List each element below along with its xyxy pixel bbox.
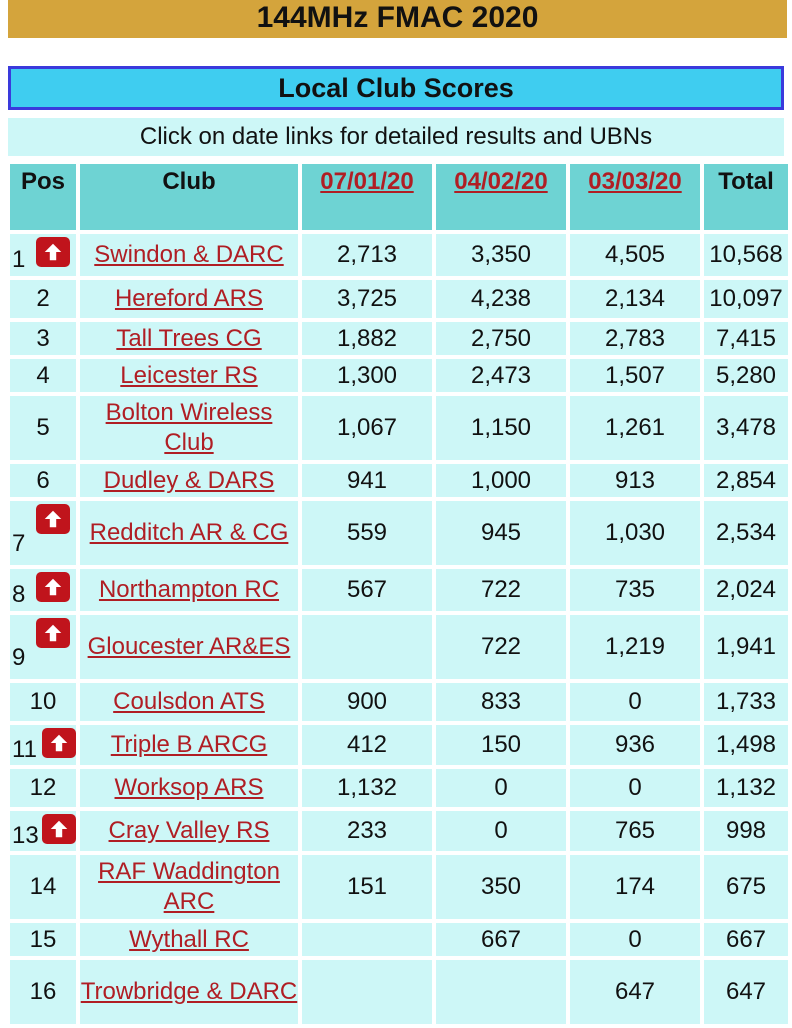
total-cell: 10,568 bbox=[704, 234, 788, 276]
pos-cell bbox=[10, 725, 76, 765]
pos-cell bbox=[10, 322, 76, 355]
position-number: 11 bbox=[12, 736, 37, 763]
table-header-row bbox=[10, 164, 788, 230]
score-cell-1: 567 bbox=[302, 569, 432, 611]
total-cell: 1,733 bbox=[704, 683, 788, 721]
score-cell-2: 3,350 bbox=[436, 234, 566, 276]
table-row bbox=[10, 960, 788, 1024]
position-number: 1 bbox=[12, 246, 26, 273]
pos-cell bbox=[10, 855, 76, 919]
arrow-up-icon bbox=[42, 728, 76, 758]
total-cell: 647 bbox=[704, 960, 788, 1024]
score-cell-2: 722 bbox=[436, 569, 566, 611]
table-row bbox=[10, 569, 788, 611]
club-cell bbox=[80, 280, 298, 318]
score-cell-2: 667 bbox=[436, 923, 566, 956]
score-cell-3: 735 bbox=[570, 569, 700, 611]
club-link[interactable]: Triple B ARCG bbox=[110, 731, 268, 758]
total-cell: 1,498 bbox=[704, 725, 788, 765]
date-link-1[interactable]: 07/01/20 bbox=[320, 168, 414, 195]
position-number: 5 bbox=[36, 414, 50, 441]
score-cell-1 bbox=[302, 923, 432, 956]
score-cell-3: 913 bbox=[570, 464, 700, 497]
score-cell-3: 0 bbox=[570, 769, 700, 807]
score-cell-1: 3,725 bbox=[302, 280, 432, 318]
score-cell-2: 0 bbox=[436, 769, 566, 807]
total-cell: 2,024 bbox=[704, 569, 788, 611]
score-cell-2: 2,750 bbox=[436, 322, 566, 355]
position-number: 8 bbox=[12, 581, 26, 608]
position-number: 6 bbox=[36, 466, 50, 494]
club-link[interactable]: Dudley & DARS bbox=[103, 466, 275, 494]
score-cell-3: 2,134 bbox=[570, 280, 700, 318]
section-header: Local Club Scores bbox=[8, 66, 784, 110]
pos-cell bbox=[10, 396, 76, 460]
page-title: 144MHz FMAC 2020 bbox=[8, 0, 787, 38]
score-cell-3: 0 bbox=[570, 683, 700, 721]
club-cell bbox=[80, 769, 298, 807]
score-cell-2: 722 bbox=[436, 615, 566, 679]
table-row bbox=[10, 855, 788, 919]
table-row bbox=[10, 464, 788, 497]
col-header-date-3 bbox=[570, 164, 700, 230]
table-row bbox=[10, 811, 788, 851]
score-cell-2: 1,150 bbox=[436, 396, 566, 460]
position-number: 12 bbox=[29, 774, 57, 801]
club-cell bbox=[80, 359, 298, 392]
date-link-3[interactable]: 03/03/20 bbox=[588, 168, 682, 195]
position-number: 3 bbox=[36, 324, 50, 352]
pos-cell bbox=[10, 234, 76, 276]
position-number: 9 bbox=[12, 644, 26, 671]
club-cell bbox=[80, 501, 298, 565]
table-row bbox=[10, 396, 788, 460]
score-cell-2 bbox=[436, 960, 566, 1024]
score-cell-1: 412 bbox=[302, 725, 432, 765]
score-cell-3: 174 bbox=[570, 855, 700, 919]
table-row bbox=[10, 683, 788, 721]
position-number: 10 bbox=[29, 688, 57, 715]
position-number: 7 bbox=[12, 530, 26, 557]
table-row bbox=[10, 923, 788, 956]
position-number: 4 bbox=[36, 361, 50, 389]
club-cell bbox=[80, 569, 298, 611]
total-cell: 1,132 bbox=[704, 769, 788, 807]
score-cell-3: 0 bbox=[570, 923, 700, 956]
club-link[interactable]: Wythall RC bbox=[129, 925, 249, 953]
club-cell bbox=[80, 923, 298, 956]
position-number: 14 bbox=[29, 873, 57, 900]
club-link[interactable]: Northampton RC bbox=[98, 576, 280, 603]
club-link[interactable]: Leicester RS bbox=[120, 361, 258, 389]
total-cell: 3,478 bbox=[704, 396, 788, 460]
position-number: 13 bbox=[12, 822, 39, 849]
score-cell-1: 1,132 bbox=[302, 769, 432, 807]
pos-cell bbox=[10, 615, 76, 679]
position-number: 15 bbox=[29, 925, 57, 953]
score-cell-3: 4,505 bbox=[570, 234, 700, 276]
pos-cell bbox=[10, 960, 76, 1024]
score-cell-1: 2,713 bbox=[302, 234, 432, 276]
total-cell: 7,415 bbox=[704, 322, 788, 355]
score-cell-1: 151 bbox=[302, 855, 432, 919]
pos-cell bbox=[10, 811, 76, 851]
table-row bbox=[10, 725, 788, 765]
total-cell: 2,534 bbox=[704, 501, 788, 565]
score-cell-1: 1,882 bbox=[302, 322, 432, 355]
total-cell: 667 bbox=[704, 923, 788, 956]
pos-cell bbox=[10, 464, 76, 497]
position-number: 2 bbox=[36, 285, 50, 312]
total-cell: 10,097 bbox=[704, 280, 788, 318]
club-link[interactable]: Trowbridge & DARC bbox=[80, 978, 298, 1005]
score-cell-2: 4,238 bbox=[436, 280, 566, 318]
score-cell-3: 1,219 bbox=[570, 615, 700, 679]
club-link[interactable]: RAF Waddington ARC bbox=[98, 858, 280, 915]
score-cell-1: 1,300 bbox=[302, 359, 432, 392]
club-cell bbox=[80, 396, 298, 460]
table-body bbox=[10, 234, 788, 1024]
club-link[interactable]: Coulsdon ATS bbox=[113, 688, 265, 715]
table-row bbox=[10, 615, 788, 679]
score-cell-3: 765 bbox=[570, 811, 700, 851]
table-row bbox=[10, 769, 788, 807]
club-link[interactable]: Gloucester AR&ES bbox=[87, 633, 291, 660]
col-header-date-1 bbox=[302, 164, 432, 230]
club-cell bbox=[80, 615, 298, 679]
score-cell-2: 2,473 bbox=[436, 359, 566, 392]
score-cell-3: 1,030 bbox=[570, 501, 700, 565]
club-cell bbox=[80, 234, 298, 276]
score-cell-1: 941 bbox=[302, 464, 432, 497]
position-number: 16 bbox=[29, 978, 57, 1005]
pos-cell bbox=[10, 683, 76, 721]
club-link[interactable]: Redditch AR & CG bbox=[89, 519, 289, 546]
club-link[interactable]: Hereford ARS bbox=[114, 285, 264, 312]
table-row bbox=[10, 280, 788, 318]
total-cell: 1,941 bbox=[704, 615, 788, 679]
club-cell bbox=[80, 683, 298, 721]
score-cell-2: 350 bbox=[436, 855, 566, 919]
date-link-2[interactable]: 04/02/20 bbox=[454, 168, 548, 195]
club-link[interactable]: Tall Trees CG bbox=[116, 324, 262, 352]
arrow-up-icon bbox=[36, 504, 70, 534]
col-header-club: Club bbox=[80, 164, 298, 230]
club-link[interactable]: Bolton Wireless Club bbox=[105, 399, 273, 456]
club-cell bbox=[80, 725, 298, 765]
score-cell-1: 900 bbox=[302, 683, 432, 721]
arrow-up-icon bbox=[36, 237, 70, 267]
pos-cell bbox=[10, 569, 76, 611]
col-header-date-2 bbox=[436, 164, 566, 230]
club-link[interactable]: Worksop ARS bbox=[114, 774, 264, 801]
score-cell-1 bbox=[302, 615, 432, 679]
score-cell-2: 945 bbox=[436, 501, 566, 565]
total-cell: 5,280 bbox=[704, 359, 788, 392]
table-row bbox=[10, 359, 788, 392]
score-cell-3: 647 bbox=[570, 960, 700, 1024]
total-cell: 2,854 bbox=[704, 464, 788, 497]
score-cell-2: 150 bbox=[436, 725, 566, 765]
pos-cell bbox=[10, 769, 76, 807]
table-row bbox=[10, 501, 788, 565]
score-cell-3: 2,783 bbox=[570, 322, 700, 355]
pos-cell bbox=[10, 280, 76, 318]
score-cell-3: 1,261 bbox=[570, 396, 700, 460]
col-header-total: Total bbox=[704, 164, 788, 230]
col-header-pos: Pos bbox=[10, 164, 76, 230]
score-cell-1: 559 bbox=[302, 501, 432, 565]
total-cell: 675 bbox=[704, 855, 788, 919]
club-scores-table bbox=[6, 160, 792, 1028]
pos-cell bbox=[10, 359, 76, 392]
table-row bbox=[10, 234, 788, 276]
club-cell bbox=[80, 322, 298, 355]
table-row bbox=[10, 322, 788, 355]
club-cell bbox=[80, 960, 298, 1024]
club-cell bbox=[80, 855, 298, 919]
arrow-up-icon bbox=[36, 618, 70, 648]
score-cell-1 bbox=[302, 960, 432, 1024]
score-cell-3: 1,507 bbox=[570, 359, 700, 392]
pos-cell bbox=[10, 923, 76, 956]
score-cell-3: 936 bbox=[570, 725, 700, 765]
club-link[interactable]: Cray Valley RS bbox=[108, 817, 270, 844]
arrow-up-icon bbox=[36, 572, 70, 602]
instructions-text: Click on date links for detailed results and UBNs bbox=[8, 118, 784, 156]
club-cell bbox=[80, 464, 298, 497]
score-cell-1: 233 bbox=[302, 811, 432, 851]
score-cell-2: 0 bbox=[436, 811, 566, 851]
score-cell-1: 1,067 bbox=[302, 396, 432, 460]
score-cell-2: 833 bbox=[436, 683, 566, 721]
arrow-up-icon bbox=[42, 814, 76, 844]
club-link[interactable]: Swindon & DARC bbox=[94, 241, 284, 268]
score-cell-2: 1,000 bbox=[436, 464, 566, 497]
total-cell: 998 bbox=[704, 811, 788, 851]
pos-cell bbox=[10, 501, 76, 565]
club-cell bbox=[80, 811, 298, 851]
